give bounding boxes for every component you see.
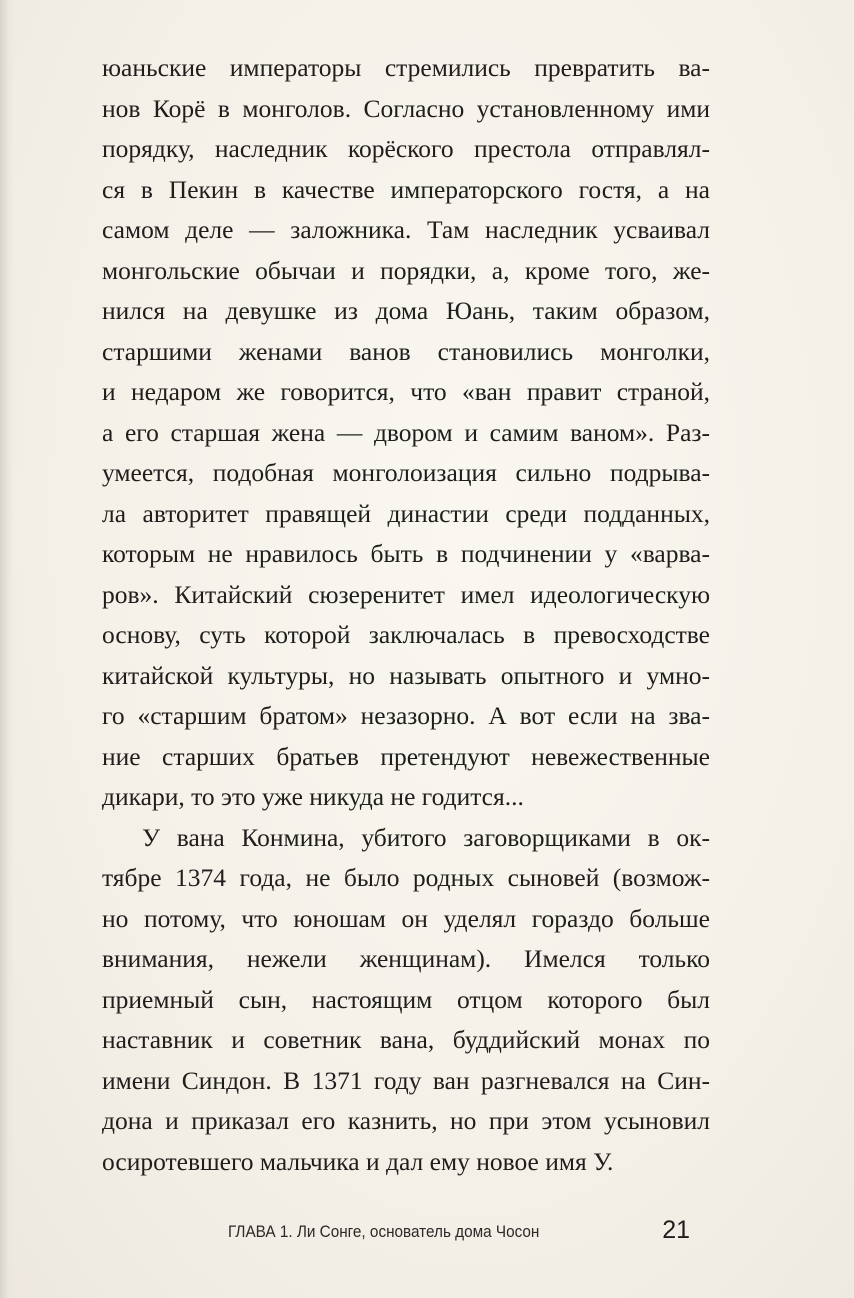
text-line: нов Корё в монголов. Согласно установленному ими: [102, 93, 710, 123]
running-head: ГЛАВА 1. Ли Сонге, основатель дома Чосон: [228, 1222, 540, 1241]
text-line: дона и приказал его казнить, но при этом усыновил: [102, 1106, 710, 1135]
text-line: ся в Пекин в качестве императорского гостя, а на: [102, 174, 710, 204]
text-line: ла авторитет правящей династии среди подданных,: [102, 498, 710, 528]
text-line: старшими женами ванов становились монголки,: [102, 336, 710, 366]
text-line: нился на девушке из дома Юань, таким образом,: [102, 296, 710, 325]
body-text: [102, 48, 710, 1182]
text-line: имени Синдон. В 1371 году ван разгневался на Син-: [102, 1065, 710, 1095]
text-line: го «старшим братом» незазорно. А вот если на зва-: [102, 701, 710, 730]
text-line: монгольские обычаи и порядки, а, кроме того, же-: [102, 255, 710, 285]
text-line: порядку, наследник корёского престола отправлял-: [102, 134, 710, 163]
text-line: и недаром же говорится, что «ван правит страной,: [102, 377, 710, 406]
text-line: наставник и советник вана, буддийский монах по: [102, 1025, 710, 1054]
text-line: но потому, что юношам он уделял гораздо больше: [102, 903, 710, 933]
text-line: умеется, подобная монголоизация сильно подрыва-: [102, 458, 710, 487]
text-line: осиротевшего мальчика и дал ему новое имя У.: [102, 1146, 614, 1176]
text-line: самом деле — заложника. Там наследник усваивал: [102, 215, 710, 244]
text-line: китайской культуры, но называть опытного и умно-: [102, 660, 710, 690]
text-line: юаньские императоры стремились превратить ва-: [102, 53, 710, 82]
text-line: внимания, нежели женщинам). Имелся только: [102, 944, 710, 973]
text-line: приемный сын, настоящим отцом которого был: [102, 984, 710, 1014]
text-line: дикари, то это уже никуда не годится...: [102, 782, 524, 811]
paragraph-1: [102, 48, 710, 818]
text-line: У вана Конмина, убитого заговорщиками в ок-: [142, 822, 710, 852]
text-line: которым не нравилось быть в подчинении у «варва-: [102, 539, 710, 568]
paragraph-2: [102, 818, 710, 1183]
page-number: 21: [662, 1216, 690, 1244]
text-line: ние старших братьев претендуют невежественные: [102, 741, 710, 771]
text-line: ров». Китайский сюзеренитет имел идеологическую: [102, 579, 710, 609]
text-line: тябре 1374 года, не было родных сыновей (возмож-: [102, 863, 710, 892]
text-line: основу, суть которой заключалась в превосходстве: [102, 620, 710, 649]
text-line: а его старшая жена — двором и самим ваном». Раз-: [102, 417, 710, 447]
page-edge-shadow: [0, 0, 14, 1298]
page-footer: [228, 1216, 698, 1248]
